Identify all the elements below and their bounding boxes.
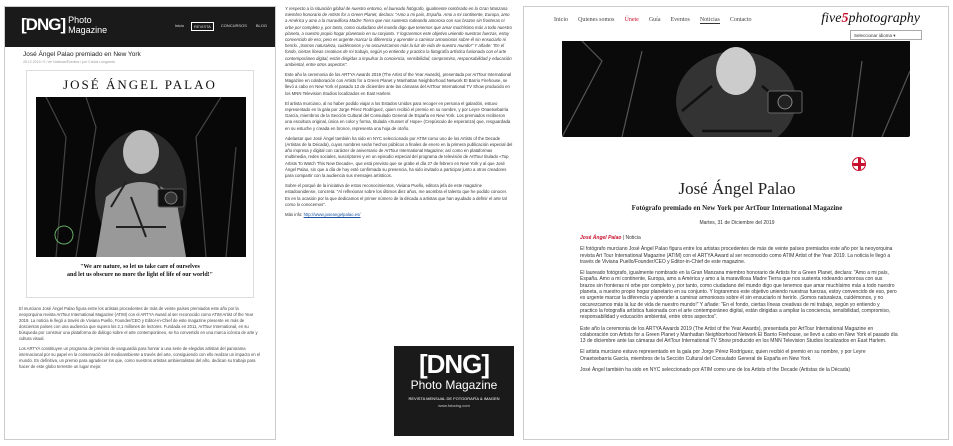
post-date: Martes, 31 de Diciembre del 2019 <box>699 220 775 226</box>
post-body <box>580 235 898 378</box>
intro-quote: Y respecto a la situación global de nuestro entorno, el laureado fotógrafo, igualmente nombrado en la Gran Manzana miembro honorario de Artists for a Green Planet, declara: "Amo a mi país, España. Amo a mi continente, Europa, amo a América y amo a la maravillosa Madre Tierra que nos sustenta rodeando amorosa con sus brazos sin fronteras ni orbe por completo y, por tanto, como ciudadano del mundo digo que tenemos que amar muchísimo más a todo nuestro planeta, a nuestro propio hogar planetario en su conjunto. Y lograremos este objetivo uniendo nuestras fuerzas, estoy convencido de eso, pero es urgente marcar la diferencia y aprender a caminar armoniosos sobre él sin ensuciarlo ni herirlo. ¡Somos naturaleza, cuidémonos y no oscurezcamos más la luz de vida de nuestro mundo!" Y añade: "En el fondo, ciertas líneas creativas de mi trabajo, según yo entiendo y practico la fotografía artística fusionada con el arte contemporáneo digital, están dirigidas a impulsar la conciencia, sensibilidad, compromiso, responsabilidad y educación ambiental, entre otros aspectos". <box>285 6 512 67</box>
nav-guia[interactable]: Guía <box>648 17 661 23</box>
body-paragraph: El fotógrafo murciano José Ángel Palao figura entre los artistas procedentes de más de veinte países premiados este año por la neoyorquina revista Art Tour International Magazine (ATIM) con el ARTYA Award al ser reconocido como ATIM Artist of the Year 2019. La noticia le llegó a través de Viviana Puello/Founder/CEO y Editor-in-Chief de este magazine. <box>580 246 893 265</box>
ad-title: Photo Magazine <box>410 378 498 392</box>
nav-concursos[interactable]: CONCURSOS <box>220 23 247 28</box>
nav-blog[interactable]: BLOG <box>255 23 267 28</box>
post-author-line <box>580 235 898 241</box>
nav-unete[interactable]: Únete <box>624 17 639 23</box>
more-info <box>279 212 519 218</box>
body-paragraph: Sobre el porqué de la iniciativa de estos reconocimientos, Viviana Puello, editora jefa de este magazine estadounidense, concreta: "Al reflexionar sobre los últimos diez años, me asombra el talento que he podido conocer. Es en la ocasión por la que dedicamos el primer número de la década a artistas que han ayudado a definir el arte tal como lo conocemos". <box>285 183 507 207</box>
page-title: José Ángel Palao <box>678 179 796 198</box>
body-paragraph: Adelantar que José Ángel también ha sido en NYC seleccionado por ATIM como uno de los Artists of the Decade (Artistas de la Década), cuyos nombres serán hechos públicos a finales de enero en la primera publicación especial del año impresa y digital con carácter de aniversario de ArtTour International Magazine; así como en plataformas multimedia, redes sociales, suscriptores y en un episodio especial del programa de televisión de ArtTour titulado «Top Artists To Watch This New Decade», que está previsto que se grabe el día 27 de febrero en New York y al que José Ángel Palao, sin que a día de hoy esté confirmada su presencia, ha sido invitado a participar junto a otros creadores para compartir con la audiencia sus mensajes artísticos. <box>285 135 513 179</box>
body-paragraph: Este año la ceremonia de los ARTYA Awards 2019 (The Artist of the Year Awards), presentada por ArtTour International Magazine en colaboración con Artists for a Green Planet y Manhattan Neighborhood Network El Barrio Firehouse, se llevó a cabo en New York el pasado día 13 de diciembre ante las cámaras del ArtTour International TV Show producido en los MNN Television Studios localizados en East Harlem. <box>580 325 898 345</box>
poster-quote: "We are nature, so let us take care of ourselves and let us obscure no more the light of life of our world!" <box>67 264 213 278</box>
article-meta: 26.12.2019 / 0 / en Noticias/Eventos / por Carlos Lungarres <box>23 60 116 64</box>
ad-dng: [DNG] <box>418 349 490 379</box>
nav-contacto[interactable]: Contacto <box>729 17 752 23</box>
dng-logo[interactable] <box>21 15 107 35</box>
nav-revista[interactable]: REVISTA <box>191 22 214 31</box>
ad-subtitle: REVISTA MENSUAL DE FOTOGRAFÍA & IMAGEN <box>408 396 500 401</box>
poster-name: JOSÉ ÁNGEL PALAO <box>63 77 217 92</box>
body-paragraph: El artista murciano estuvo representado en la gala por Jorge Pérez Rodríguez, quien recibió el premio en su nombre, y por Leyre Onaetxebarria García, miembros de la Sección Cultural del Consulado General de España en New York. <box>580 349 866 362</box>
dng-ad[interactable] <box>394 346 514 436</box>
five5-logo[interactable]: five5photography <box>821 11 920 26</box>
logo-magazine-text: Magazine <box>68 25 108 35</box>
nav-eventos[interactable]: Eventos <box>670 17 690 23</box>
more-info-label: Más info: <box>285 212 303 218</box>
nav-inicio[interactable]: Inicio <box>554 17 568 23</box>
five5-page <box>523 6 949 440</box>
english-flag-icon[interactable] <box>852 157 866 171</box>
logo-photo-text: Photo <box>68 15 92 25</box>
language-select[interactable]: Seleccionar idioma ▾ <box>850 30 922 40</box>
body-paragraph: El murciano José Ángel Palao figura entre los artistas procedentes de más de veinte países premiados este año por la neoyorquina revista ArtTour International Magazine (ATIM) con el ARTYA Award al ser reconocido como ATIM Artist of the Year 2019. La noticia le llegó a través de Viviana Puello, Founder/CEO y Editor-in-Chief de este magazine presente en más de doscientos países con una audiencia que supera los 2,1 millones de lectores. Fundada en 2011, ArtTour International, en su búsqueda por construir una plataforma de diálogo sobre el arte contemporáneo, se ha convertido en una marca icónica de arte y cultura visual. <box>19 306 258 341</box>
body-paragraph: El laureado fotógrafo, igualmente nombrado en la Gran Manzana miembro honorario de Artists for a Green Planet, declara: "Amo a mi país, España. Amo a mi continente, Europa, amo a América y amo a la maravillosa Madre Tierra que nos sustenta rodeando amorosa con sus brazos sin fronteras ni orbe por completo y, por tanto, como ciudadano del mundo digo que tenemos que amar muchísimo más a todo nuestro planeta, a nuestro propio hogar planetario en su conjunto. Y lograremos este objetivo uniendo nuestras fuerzas, estoy convencido de eso, pero es urgente marcar la diferencia y aprender a caminar armoniosos sobre él sin ensuciarlo ni herirlo. ¡Somos naturaleza, cuidémonos, y no oscurezcamos más la luz de vida de nuestro mundo!" Y añade: "En el fondo, ciertas líneas creativas de mi trabajo, según yo entiendo y practico la fotografía artística fusionada con el arte contemporáneo digital, están dirigidas a ampliar la conciencia, sensibilidad, compromiso, responsabilidad y educación ambiental, entre otros aspectos". <box>580 270 897 321</box>
page-subtitle: Fotógrafo premiado en New York por ArtTour International Magazine <box>631 204 843 212</box>
nav-quienes[interactable]: Quienes somos <box>578 17 615 23</box>
hero-photo <box>562 41 910 137</box>
body-paragraph: Los ARTYA constituyen un programa de premios de vanguardia para honrar a una serie de elegidos artistas del panorama internacional por su papel en la conservación del medioambiente a través del arte, consiguiendo con ello realizar un impacto en el mundo. En definitiva, un premio para agradecer los que, como nuestros artistas ambientalistas del año, dedican su trabajo para hacer de este globo terrestre un lugar mejor. <box>19 346 261 369</box>
nav-inicio[interactable]: Inicio <box>174 23 185 28</box>
article-title: José Ángel Palao premiado en New York <box>23 51 141 58</box>
body-paragraph: Este año la ceremonia de los ARTYA Awards 2019 (The Artist of the Year Awards), presentada por ArtTour International Magazine en colaboración con Artists for a Green Planet y Manhattan Neighborhood Network El Barrio Firehouse, se llevó a cabo en New York el pasado 13 de diciembre ante las cámaras del ArtTour International TV Show producido en los MNN Television Studios localizados en East Harlem. <box>285 72 512 96</box>
ad-website: www.fotodng.com <box>438 403 470 408</box>
logo-dng-text: [DNG] <box>21 15 66 34</box>
award-poster <box>26 70 254 298</box>
more-info-link[interactable]: http://www.joseangelpalao.es/ <box>303 212 361 218</box>
body-paragraph: José Ángel también ha sido en NYC seleccionado por ATIM como uno de los Artists of the Decade (Artistas de la Década) <box>580 367 851 374</box>
dng-nav <box>173 22 269 31</box>
five5-nav <box>554 17 752 24</box>
chevron-down-icon: ▾ <box>893 33 896 38</box>
post-category[interactable]: | Noticia <box>622 235 641 241</box>
post-author[interactable]: José Ángel Palao <box>580 235 622 241</box>
nav-noticias[interactable]: Noticias <box>699 17 720 23</box>
dng-article-page <box>4 6 276 440</box>
article-body <box>5 298 275 370</box>
dng-header <box>5 7 275 47</box>
body-paragraph: El artista murciano, al no haber podido viajar a los Estados Unidos para recoger en persona el galardón, estuvo representado en la gala por Jorge Pérez Rodríguez, quien recibió el premio en su nombre, y por Leyre Onaetxebarria García, miembros de la Sección Cultural del Consulado General de España en New York. Los premiados recibieron una escultura original, única en color y forma, titulada «Sunset of Hope» (Crepúsculo de esperanza) que, resguardada en su estuche y creada en bronce, representa una hoja de otoño. <box>285 100 511 131</box>
article-continuation <box>279 6 519 440</box>
poster-photo <box>36 97 246 257</box>
